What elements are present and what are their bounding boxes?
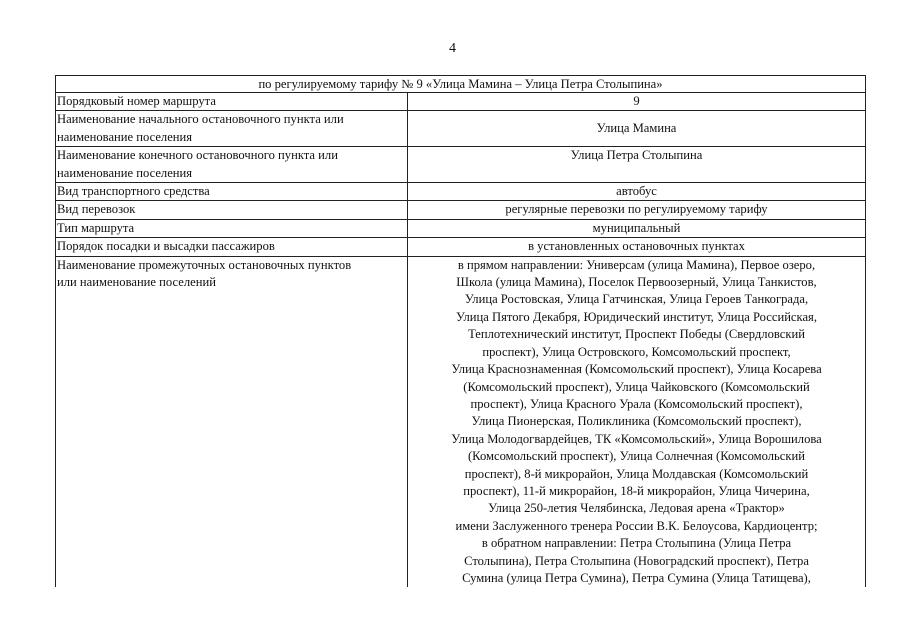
- row-label: Порядок посадки и высадки пассажиров: [56, 238, 408, 256]
- row-value: Улица Петра Столыпина: [408, 147, 866, 183]
- stop-line: Улица Молодогвардейцев, ТК «Комсомольский», Улица Ворошилова: [451, 431, 822, 446]
- table-row: [56, 238, 866, 256]
- row-value: Улица Мамина: [408, 111, 866, 147]
- row-value: 9: [408, 93, 866, 111]
- stop-line: Улица 250-летия Челябинска, Ледовая арена «Трактор»: [488, 501, 785, 516]
- row-label-line: наименование поселения: [57, 165, 193, 180]
- row-label: [56, 147, 408, 183]
- table-row: [56, 147, 866, 183]
- stop-line: проспект), Улица Красного Урала (Комсомольский проспект),: [470, 396, 803, 411]
- stop-line: проспект), Улица Островского, Комсомольский проспект,: [482, 344, 791, 359]
- stops-list: [408, 256, 866, 587]
- row-label-line: или наименование поселений: [57, 275, 216, 290]
- row-label: Порядковый номер маршрута: [56, 93, 408, 111]
- stop-line: Теплотехнический институт, Проспект Победы (Свердловский: [468, 327, 805, 342]
- row-value: регулярные перевозки по регулируемому тарифу: [408, 201, 866, 219]
- stop-line: Школа (улица Мамина), Поселок Первоозерный, Улица Танкистов,: [456, 275, 817, 290]
- row-label: Тип маршрута: [56, 219, 408, 237]
- table-row: [56, 111, 866, 147]
- stop-line: проспект), 11-й микрорайон, 18-й микрорайон, Улица Чичерина,: [463, 483, 810, 498]
- stop-line: в прямом направлении: Универсам (улица Мамина), Первое озеро,: [457, 257, 816, 272]
- row-label: Вид транспортного средства: [56, 183, 408, 201]
- table-row: [56, 93, 866, 111]
- stop-line: проспект), 8-й микрорайон, Улица Молдавская (Комсомольский: [464, 466, 809, 481]
- table-row-stops: [56, 256, 866, 587]
- table-row: [56, 201, 866, 219]
- row-label: [56, 111, 408, 147]
- route-table: [55, 75, 866, 587]
- route-title: по регулируемому тарифу № 9 «Улица Мамина – Улица Петра Столыпина»: [56, 76, 866, 93]
- row-value: муниципальный: [408, 219, 866, 237]
- stop-line: имени Заслуженного тренера России В.К. Белоусова, Кардиоцентр;: [455, 518, 818, 533]
- stop-line: (Комсомольский проспект), Улица Солнечная (Комсомольский: [467, 449, 805, 464]
- page-number: 4: [449, 41, 456, 56]
- table-header-row: [56, 76, 866, 93]
- row-label-line: Наименование промежуточных остановочных пунктов: [57, 257, 352, 272]
- row-value: автобус: [408, 183, 866, 201]
- row-label-line: Наименование конечного остановочного пункта или: [57, 148, 338, 163]
- table-row: [56, 219, 866, 237]
- stop-line: в обратном направлении: Петра Столыпина (Улица Петра: [481, 536, 792, 551]
- stop-line: (Комсомольский проспект), Улица Чайковского (Комсомольский: [463, 379, 810, 394]
- row-label: Вид перевозок: [56, 201, 408, 219]
- stops-label: [56, 256, 408, 587]
- row-label-line: Наименование начального остановочного пункта или: [57, 112, 344, 127]
- table-row: [56, 183, 866, 201]
- stop-line: Улица Краснознаменная (Комсомольский проспект), Улица Косарева: [451, 362, 822, 377]
- stop-line: Сумина (улица Петра Сумина), Петра Сумина (Улица Татищева),: [462, 570, 811, 585]
- row-value: в установленных остановочных пунктах: [408, 238, 866, 256]
- stop-line: Столыпина), Петра Столыпина (Новоградский проспект), Петра: [464, 553, 809, 568]
- row-label-line: наименование поселения: [57, 129, 193, 144]
- stop-line: Улица Пионерская, Поликлиника (Комсомольский проспект),: [471, 414, 802, 429]
- stop-line: Улица Пятого Декабря, Юридический институт, Улица Российская,: [456, 309, 817, 324]
- stop-line: Улица Ростовская, Улица Гатчинская, Улица Героев Танкограда,: [464, 292, 809, 307]
